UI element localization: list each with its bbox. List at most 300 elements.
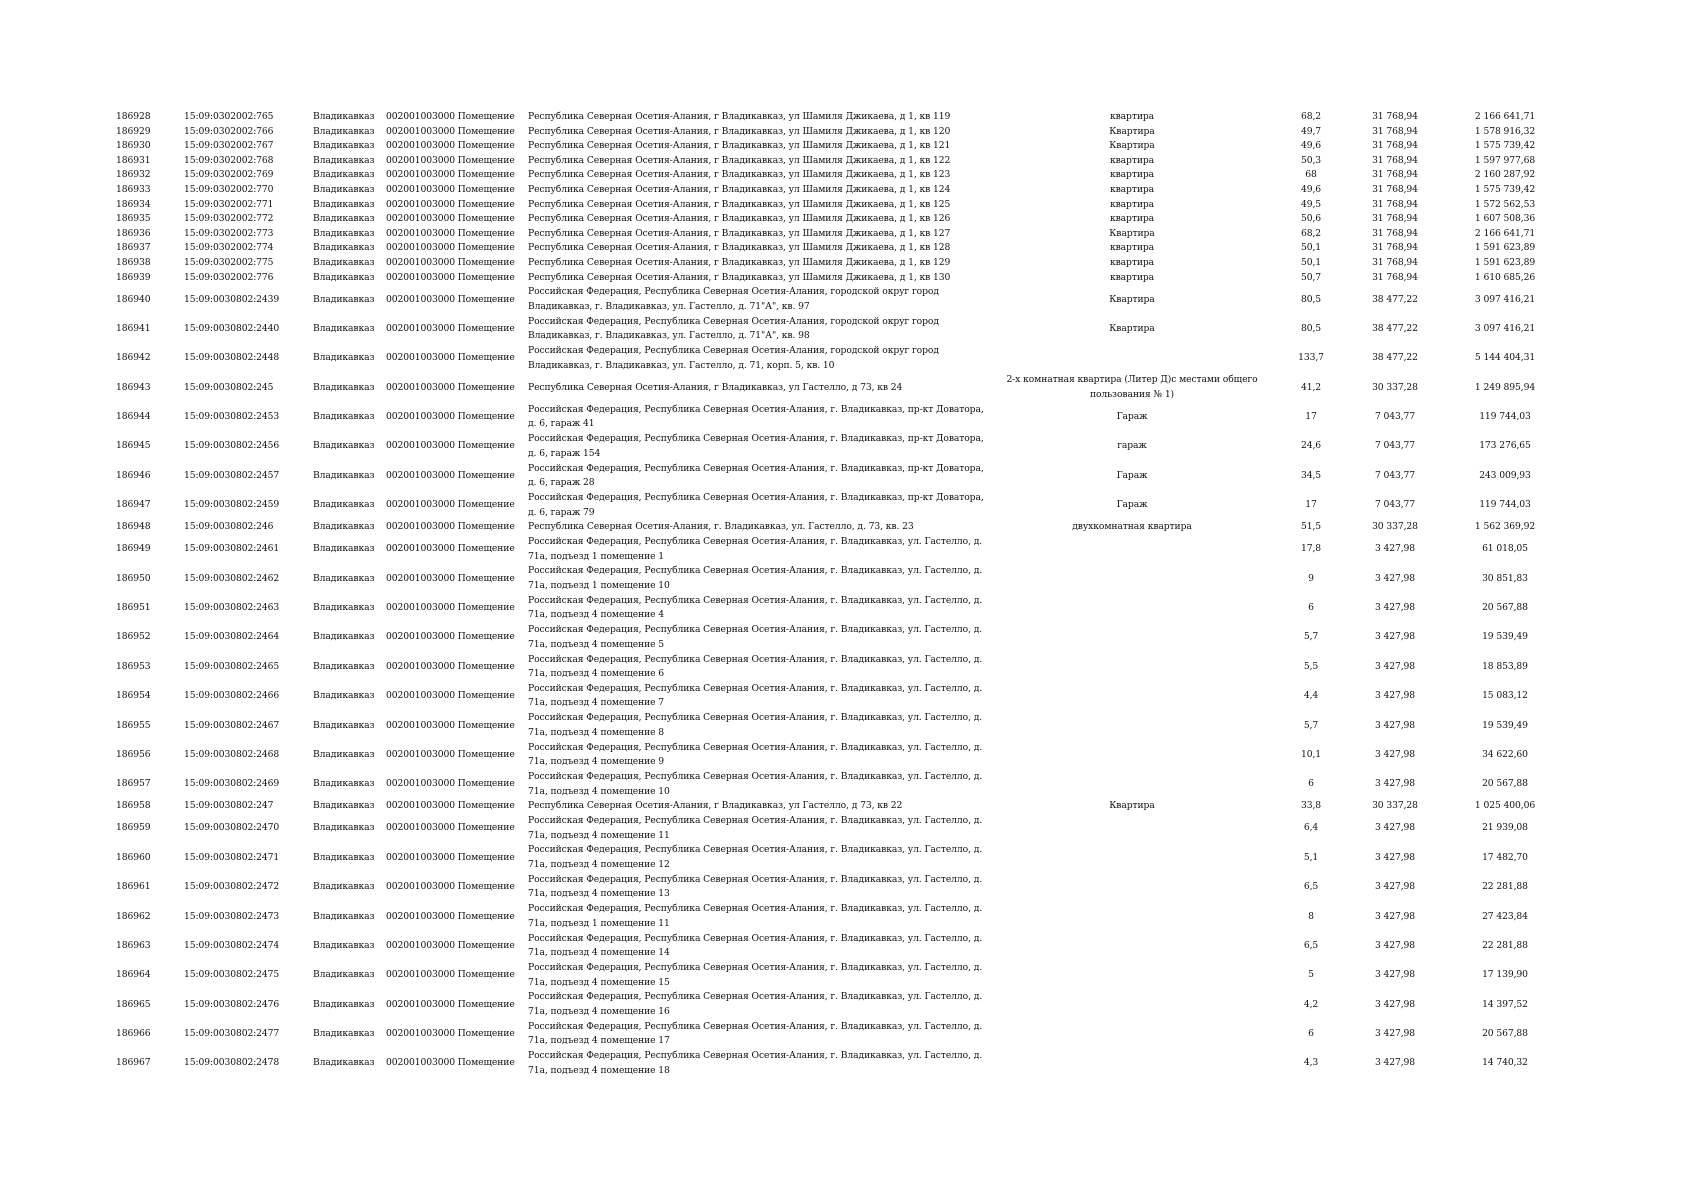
row-id: 186932 <box>116 169 151 181</box>
address: Российская Федерация, Республика Северная Осетия-Алания, г. Владикавказ, ул. Гастелло, д. 71а, подъезд 4 помещение 10 <box>528 771 983 797</box>
table-row <box>0 241 1697 256</box>
address: Республика Северная Осетия-Алания, г Владикавказ, ул Шамиля Джикаева, д 1, кв 123 <box>528 169 951 181</box>
address: Российская Федерация, Республика Северная Осетия-Алания, г. Владикавказ, ул. Гастелло, д. 71а, подъезд 4 помещение 12 <box>528 844 983 871</box>
table-row <box>0 741 1697 770</box>
city-name: Владикавказ <box>313 293 375 305</box>
city-name: Владикавказ <box>313 1028 375 1040</box>
premises-type <box>1000 711 1264 740</box>
cadastral-value: 17 139,90 <box>1482 969 1528 981</box>
city-name: Владикавказ <box>313 227 375 239</box>
specific-value: 31 768,94 <box>1372 183 1418 195</box>
object-code: 002001003000 Помещение <box>386 800 515 812</box>
table-row <box>0 932 1697 961</box>
address: Российская Федерация, Республика Северная Осетия-Алания, г. Владикавказ, ул. Гастелло, д. 71а, подъезд 4 помещение 14 <box>528 932 983 959</box>
area-value: 6 <box>1308 602 1314 614</box>
row-id: 186964 <box>116 969 151 981</box>
object-code: 002001003000 Помещение <box>386 322 515 334</box>
row-id: 186936 <box>116 227 151 239</box>
cadastral-value: 1 575 739,42 <box>1474 140 1536 152</box>
row-id: 186929 <box>116 125 151 137</box>
table-row <box>0 902 1697 931</box>
premises-type <box>1000 623 1264 652</box>
address: Российская Федерация, Республика Северная Осетия-Алания, г. Владикавказ, ул. Гастелло, д. 71а, подъезд 4 помещение 7 <box>528 682 983 709</box>
cadastral-number: 15:09:0030802:2448 <box>184 352 280 364</box>
address: Российская Федерация, Республика Северная Осетия-Алания, г. Владикавказ, ул. Гастелло, д. 71а, подъезд 1 помещение 11 <box>528 903 983 929</box>
specific-value: 31 768,94 <box>1372 111 1418 122</box>
city-name: Владикавказ <box>313 256 375 268</box>
area-value: 34,5 <box>1300 469 1322 481</box>
table-row <box>0 373 1697 402</box>
cadastral-number: 15:09:0302002:772 <box>184 213 274 225</box>
row-id: 186934 <box>116 198 151 210</box>
specific-value: 3 427,98 <box>1374 881 1416 893</box>
city-name: Владикавказ <box>313 499 375 511</box>
city-name: Владикавказ <box>313 969 375 981</box>
area-value: 80,5 <box>1300 322 1322 334</box>
cadastral-value: 17 482,70 <box>1482 851 1528 863</box>
specific-value: 38 477,22 <box>1372 293 1418 305</box>
cadastral-value: 21 939,08 <box>1482 822 1528 834</box>
city-name: Владикавказ <box>313 521 375 533</box>
premises-type: квартира <box>1109 271 1155 283</box>
cadastral-value: 14 740,32 <box>1482 1057 1528 1069</box>
city-name: Владикавказ <box>313 183 375 195</box>
city-name: Владикавказ <box>313 602 375 614</box>
premises-type: квартира <box>1109 213 1155 225</box>
object-code: 002001003000 Помещение <box>386 969 515 981</box>
city-name: Владикавказ <box>313 748 375 760</box>
specific-value: 3 427,98 <box>1374 748 1416 760</box>
table-row <box>0 799 1697 814</box>
cadastral-number: 15:09:0030802:2466 <box>184 690 280 702</box>
specific-value: 3 427,98 <box>1374 660 1416 672</box>
row-id: 186938 <box>116 256 151 268</box>
area-value: 50,7 <box>1300 271 1322 283</box>
row-id: 186937 <box>116 242 151 254</box>
premises-type <box>1000 1049 1264 1078</box>
table-row <box>0 961 1697 990</box>
table-row <box>0 344 1697 373</box>
cadastral-value: 14 397,52 <box>1482 998 1528 1010</box>
city-name: Владикавказ <box>313 778 375 790</box>
premises-type: квартира <box>1109 242 1155 254</box>
row-id: 186928 <box>116 111 151 122</box>
area-value: 5 <box>1308 969 1314 981</box>
table-row <box>0 520 1697 535</box>
object-code: 002001003000 Помещение <box>386 572 515 584</box>
area-value: 68,2 <box>1300 227 1322 239</box>
area-value: 41,2 <box>1300 381 1322 393</box>
row-id: 186945 <box>116 440 151 452</box>
specific-value: 31 768,94 <box>1372 169 1418 181</box>
city-name: Владикавказ <box>313 939 375 951</box>
address: Республика Северная Осетия-Алания, г Владикавказ, ул Шамиля Джикаева, д 1, кв 129 <box>528 256 951 268</box>
premises-type: квартира <box>1109 169 1155 181</box>
area-value: 49,6 <box>1300 183 1322 195</box>
cadastral-number: 15:09:0030802:2470 <box>184 822 280 834</box>
city-name: Владикавказ <box>313 851 375 863</box>
area-value: 8 <box>1308 910 1314 922</box>
area-value: 9 <box>1308 572 1314 584</box>
area-value: 4,2 <box>1303 998 1319 1010</box>
specific-value: 7 043,77 <box>1374 411 1416 423</box>
address: Республика Северная Осетия-Алания, г Владикавказ, ул Шамиля Джикаева, д 1, кв 128 <box>528 242 951 254</box>
table-row <box>0 623 1697 652</box>
cadastral-number: 15:09:0030802:2473 <box>184 910 280 922</box>
specific-value: 3 427,98 <box>1374 939 1416 951</box>
cadastral-number: 15:09:0030802:2469 <box>184 778 280 790</box>
city-name: Владикавказ <box>313 381 375 393</box>
premises-type: Квартира <box>1109 227 1155 239</box>
specific-value: 31 768,94 <box>1372 198 1418 210</box>
address: Республика Северная Осетия-Алания, г Владикавказ, ул Шамиля Джикаева, д 1, кв 120 <box>528 125 951 137</box>
cadastral-number: 15:09:0302002:774 <box>184 242 274 254</box>
row-id: 186954 <box>116 690 151 702</box>
cadastral-number: 15:09:0030802:2457 <box>184 469 280 481</box>
premises-type: квартира <box>1109 198 1155 210</box>
table-row <box>0 285 1697 314</box>
premises-type: Гараж <box>1116 499 1148 511</box>
specific-value: 30 337,28 <box>1372 800 1418 812</box>
city-name: Владикавказ <box>313 411 375 423</box>
table-row <box>0 227 1697 242</box>
row-id: 186957 <box>116 778 151 790</box>
cadastral-number: 15:09:0302002:765 <box>184 111 274 122</box>
cadastral-value: 243 009,93 <box>1479 469 1531 481</box>
area-value: 49,5 <box>1300 198 1322 210</box>
cadastral-number: 15:09:0030802:2478 <box>184 1057 280 1069</box>
table-row <box>0 1049 1697 1078</box>
specific-value: 3 427,98 <box>1374 969 1416 981</box>
object-code: 002001003000 Помещение <box>386 154 515 166</box>
cadastral-value: 119 744,03 <box>1479 499 1531 511</box>
city-name: Владикавказ <box>313 154 375 166</box>
area-value: 6,5 <box>1303 881 1319 893</box>
city-name: Владикавказ <box>313 719 375 731</box>
premises-type: квартира <box>1109 256 1155 268</box>
cadastral-number: 15:09:0030802:2467 <box>184 719 280 731</box>
object-code: 002001003000 Помещение <box>386 1028 515 1040</box>
premises-type: квартира <box>1109 154 1155 166</box>
cadastral-value: 1 591 623,89 <box>1474 256 1536 268</box>
object-code: 002001003000 Помещение <box>386 293 515 305</box>
cadastral-number: 15:09:0302002:767 <box>184 140 274 152</box>
specific-value: 3 427,98 <box>1374 910 1416 922</box>
premises-type: квартира <box>1109 183 1155 195</box>
address: Российская Федерация, Республика Северная Осетия-Алания, г. Владикавказ, ул. Гастелло, д. 71а, подъезд 4 помещение 5 <box>528 624 983 650</box>
specific-value: 30 337,28 <box>1372 521 1418 533</box>
area-value: 50,1 <box>1300 242 1322 254</box>
cadastral-value: 18 853,89 <box>1482 660 1528 672</box>
table-row <box>0 814 1697 843</box>
row-id: 186930 <box>116 140 151 152</box>
cadastral-value: 20 567,88 <box>1482 1028 1528 1040</box>
row-id: 186956 <box>116 748 151 760</box>
area-value: 17 <box>1305 411 1317 423</box>
cadastral-value: 1 597 977,68 <box>1474 154 1536 166</box>
table-row <box>0 256 1697 271</box>
address: Российская Федерация, Республика Северная Осетия-Алания, городской округ город Владикавказ, г. Владикавказ, ул. Гастелло, д. 71, корп. 5, кв. 10 <box>528 345 939 371</box>
specific-value: 31 768,94 <box>1372 154 1418 166</box>
table-row <box>0 535 1697 564</box>
cadastral-value: 61 018,05 <box>1482 543 1528 555</box>
row-id: 186935 <box>116 213 151 225</box>
object-code: 002001003000 Помещение <box>386 469 515 481</box>
premises-type: 2-х комнатная квартира (Литер Д)с местами общего пользования № 1) <box>1006 374 1258 400</box>
cadastral-value: 3 097 416,21 <box>1474 293 1536 305</box>
row-id: 186963 <box>116 939 151 951</box>
address: Российская Федерация, Республика Северная Осетия-Алания, г. Владикавказ, ул. Гастелло, д. 71а, подъезд 4 помещение 8 <box>528 712 983 738</box>
cadastral-number: 15:09:0030802:247 <box>184 800 274 812</box>
premises-type <box>1000 873 1264 902</box>
address: Российская Федерация, Республика Северная Осетия-Алания, г. Владикавказ, ул. Гастелло, д. 71а, подъезд 1 помещение 10 <box>528 565 983 591</box>
premises-type <box>1000 1020 1264 1049</box>
city-name: Владикавказ <box>313 125 375 137</box>
area-value: 4,3 <box>1303 1057 1319 1069</box>
area-value: 6 <box>1308 778 1314 790</box>
city-name: Владикавказ <box>313 352 375 364</box>
area-value: 24,6 <box>1300 440 1322 452</box>
area-value: 17 <box>1305 499 1317 511</box>
address: Республика Северная Осетия-Алания, г Владикавказ, ул Шамиля Джикаева, д 1, кв 122 <box>528 154 951 166</box>
row-id: 186941 <box>116 322 151 334</box>
cadastral-value: 30 851,83 <box>1482 572 1528 584</box>
premises-type: Квартира <box>1109 322 1155 334</box>
object-code: 002001003000 Помещение <box>386 910 515 922</box>
row-id: 186958 <box>116 800 151 812</box>
premises-type: двухкомнатная квартира <box>1072 521 1192 533</box>
object-code: 002001003000 Помещение <box>386 543 515 555</box>
cadastral-number: 15:09:0030802:2468 <box>184 748 280 760</box>
object-code: 002001003000 Помещение <box>386 1057 515 1069</box>
cadastral-value: 1 562 369,92 <box>1474 521 1536 533</box>
city-name: Владикавказ <box>313 242 375 254</box>
table-row <box>0 1020 1697 1049</box>
property-table <box>0 110 1697 1078</box>
table-row <box>0 403 1697 432</box>
premises-type <box>1000 843 1264 872</box>
table-row <box>0 491 1697 520</box>
city-name: Владикавказ <box>313 572 375 584</box>
city-name: Владикавказ <box>313 822 375 834</box>
specific-value: 3 427,98 <box>1374 690 1416 702</box>
cadastral-value: 1 610 685,26 <box>1474 271 1536 283</box>
address: Российская Федерация, Республика Северная Осетия-Алания, г. Владикавказ, ул. Гастелло, д. 71а, подъезд 4 помещение 13 <box>528 873 983 900</box>
address: Республика Северная Осетия-Алания, г Владикавказ, ул Шамиля Джикаева, д 1, кв 125 <box>528 198 951 210</box>
cadastral-value: 2 160 287,92 <box>1474 169 1536 181</box>
cadastral-number: 15:09:0030802:2477 <box>184 1028 280 1040</box>
specific-value: 31 768,94 <box>1372 125 1418 137</box>
premises-type: квартира <box>1109 111 1155 122</box>
table-row <box>0 125 1697 140</box>
specific-value: 7 043,77 <box>1374 469 1416 481</box>
table-row <box>0 873 1697 902</box>
cadastral-number: 15:09:0030802:2453 <box>184 411 280 423</box>
address: Российская Федерация, Республика Северная Осетия-Алания, г. Владикавказ, ул. Гастелло, д. 71а, подъезд 4 помещение 16 <box>528 991 983 1017</box>
row-id: 186940 <box>116 293 151 305</box>
cadastral-number: 15:09:0030802:2465 <box>184 660 280 672</box>
row-id: 186944 <box>116 411 151 423</box>
row-id: 186947 <box>116 499 151 511</box>
row-id: 186966 <box>116 1028 151 1040</box>
cadastral-number: 15:09:0030802:2471 <box>184 851 280 863</box>
premises-type <box>1000 961 1264 990</box>
object-code: 002001003000 Помещение <box>386 381 515 393</box>
address: Республика Северная Осетия-Алания, г Владикавказ, ул Шамиля Джикаева, д 1, кв 127 <box>528 227 951 239</box>
premises-type <box>1000 932 1264 961</box>
address: Российская Федерация, Республика Северная Осетия-Алания, г. Владикавказ, пр-кт Доватора, д. 6, гараж 41 <box>528 403 984 430</box>
row-id: 186933 <box>116 183 151 195</box>
area-value: 17,8 <box>1300 543 1322 555</box>
row-id: 186953 <box>116 660 151 672</box>
table-row <box>0 432 1697 461</box>
table-row <box>0 682 1697 711</box>
row-id: 186946 <box>116 469 151 481</box>
cadastral-number: 15:09:0302002:769 <box>184 169 274 181</box>
premises-type <box>1000 990 1264 1019</box>
table-row <box>0 154 1697 169</box>
table-row <box>0 564 1697 593</box>
cadastral-value: 34 622,60 <box>1482 748 1528 760</box>
address: Республика Северная Осетия-Алания, г. Владикавказ, ул. Гастелло, д. 73, кв. 23 <box>528 521 914 533</box>
address: Российская Федерация, Республика Северная Осетия-Алания, г. Владикавказ, ул. Гастелло, д. 71а, подъезд 4 помещение 6 <box>528 653 983 680</box>
specific-value: 3 427,98 <box>1374 1028 1416 1040</box>
table-row <box>0 271 1697 286</box>
cadastral-number: 15:09:0030802:2461 <box>184 543 280 555</box>
premises-type <box>1000 682 1264 711</box>
cadastral-number: 15:09:0030802:246 <box>184 521 274 533</box>
city-name: Владикавказ <box>313 800 375 812</box>
city-name: Владикавказ <box>313 543 375 555</box>
row-id: 186948 <box>116 521 151 533</box>
object-code: 002001003000 Помещение <box>386 851 515 863</box>
object-code: 002001003000 Помещение <box>386 140 515 152</box>
object-code: 002001003000 Помещение <box>386 352 515 364</box>
object-code: 002001003000 Помещение <box>386 939 515 951</box>
address: Российская Федерация, Республика Северная Осетия-Алания, г. Владикавказ, ул. Гастелло, д. 71а, подъезд 1 помещение 1 <box>528 535 983 562</box>
object-code: 002001003000 Помещение <box>386 881 515 893</box>
table-row <box>0 652 1697 681</box>
cadastral-number: 15:09:0030802:2439 <box>184 293 280 305</box>
specific-value: 3 427,98 <box>1374 1057 1416 1069</box>
cadastral-number: 15:09:0302002:770 <box>184 183 274 195</box>
address: Российская Федерация, Республика Северная Осетия-Алания, г. Владикавказ, пр-кт Доватора, д. 6, гараж 79 <box>528 491 984 518</box>
object-code: 002001003000 Помещение <box>386 169 515 181</box>
table-row <box>0 990 1697 1019</box>
object-code: 002001003000 Помещение <box>386 227 515 239</box>
city-name: Владикавказ <box>313 213 375 225</box>
cadastral-number: 15:09:0030802:2459 <box>184 499 280 511</box>
specific-value: 7 043,77 <box>1374 440 1416 452</box>
cadastral-value: 1 591 623,89 <box>1474 242 1536 254</box>
cadastral-number: 15:09:0030802:2476 <box>184 998 280 1010</box>
specific-value: 3 427,98 <box>1374 719 1416 731</box>
area-value: 51,5 <box>1300 521 1322 533</box>
cadastral-value: 1 572 562,53 <box>1474 198 1536 210</box>
city-name: Владикавказ <box>313 881 375 893</box>
address: Российская Федерация, Республика Северная Осетия-Алания, городской округ город Владикавказ, г. Владикавказ, ул. Гастелло, д. 71"А", кв. 98 <box>528 315 939 342</box>
city-name: Владикавказ <box>313 198 375 210</box>
row-id: 186967 <box>116 1057 151 1069</box>
row-id: 186939 <box>116 271 151 283</box>
address: Республика Северная Осетия-Алания, г Владикавказ, ул Шамиля Джикаева, д 1, кв 121 <box>528 140 951 152</box>
premises-type <box>1000 814 1264 843</box>
object-code: 002001003000 Помещение <box>386 748 515 760</box>
premises-type <box>1000 902 1264 931</box>
table-row <box>0 110 1697 125</box>
city-name: Владикавказ <box>313 111 375 122</box>
object-code: 002001003000 Помещение <box>386 271 515 283</box>
address: Российская Федерация, Республика Северная Осетия-Алания, г. Владикавказ, ул. Гастелло, д. 71а, подъезд 4 помещение 9 <box>528 741 983 768</box>
cadastral-value: 1 575 739,42 <box>1474 183 1536 195</box>
cadastral-number: 15:09:0030802:2474 <box>184 939 280 951</box>
row-id: 186931 <box>116 154 151 166</box>
table-row <box>0 770 1697 799</box>
object-code: 002001003000 Помещение <box>386 183 515 195</box>
area-value: 50,6 <box>1300 213 1322 225</box>
cadastral-number: 15:09:0302002:768 <box>184 154 274 166</box>
object-code: 002001003000 Помещение <box>386 411 515 423</box>
city-name: Владикавказ <box>313 140 375 152</box>
premises-type <box>1000 652 1264 681</box>
specific-value: 31 768,94 <box>1372 271 1418 283</box>
address: Российская Федерация, Республика Северная Осетия-Алания, г. Владикавказ, пр-кт Доватора, д. 6, гараж 154 <box>528 433 984 459</box>
object-code: 002001003000 Помещение <box>386 256 515 268</box>
specific-value: 31 768,94 <box>1372 227 1418 239</box>
object-code: 002001003000 Помещение <box>386 198 515 210</box>
row-id: 186949 <box>116 543 151 555</box>
row-id: 186965 <box>116 998 151 1010</box>
object-code: 002001003000 Помещение <box>386 822 515 834</box>
row-id: 186952 <box>116 631 151 643</box>
specific-value: 3 427,98 <box>1374 631 1416 643</box>
cadastral-value: 3 097 416,21 <box>1474 322 1536 334</box>
address: Республика Северная Осетия-Алания, г Владикавказ, ул Шамиля Джикаева, д 1, кв 119 <box>528 111 951 122</box>
city-name: Владикавказ <box>313 910 375 922</box>
premises-type: Гараж <box>1116 411 1148 423</box>
row-id: 186962 <box>116 910 151 922</box>
row-id: 186950 <box>116 572 151 584</box>
address: Республика Северная Осетия-Алания, г Владикавказ, ул Гастелло, д 73, кв 24 <box>528 381 903 393</box>
object-code: 002001003000 Помещение <box>386 111 515 122</box>
city-name: Владикавказ <box>313 690 375 702</box>
area-value: 5,5 <box>1303 660 1319 672</box>
table-row <box>0 183 1697 198</box>
cadastral-value: 119 744,03 <box>1479 411 1531 423</box>
city-name: Владикавказ <box>313 440 375 452</box>
specific-value: 3 427,98 <box>1374 602 1416 614</box>
city-name: Владикавказ <box>313 1057 375 1069</box>
cadastral-value: 22 281,88 <box>1482 881 1528 893</box>
premises-type <box>1000 535 1264 564</box>
area-value: 68 <box>1305 169 1317 181</box>
city-name: Владикавказ <box>313 271 375 283</box>
object-code: 002001003000 Помещение <box>386 521 515 533</box>
cadastral-value: 2 166 641,71 <box>1474 227 1536 239</box>
specific-value: 3 427,98 <box>1374 822 1416 834</box>
object-code: 002001003000 Помещение <box>386 125 515 137</box>
object-code: 002001003000 Помещение <box>386 690 515 702</box>
address: Российская Федерация, Республика Северная Осетия-Алания, г. Владикавказ, ул. Гастелло, д. 71а, подъезд 4 помещение 17 <box>528 1020 983 1047</box>
area-value: 5,7 <box>1303 719 1319 731</box>
premises-type <box>1000 564 1264 593</box>
address: Российская Федерация, Республика Северная Осетия-Алания, г. Владикавказ, ул. Гастелло, д. 71а, подъезд 4 помещение 18 <box>528 1050 983 1076</box>
specific-value: 31 768,94 <box>1372 213 1418 225</box>
specific-value: 3 427,98 <box>1374 778 1416 790</box>
cadastral-value: 20 567,88 <box>1482 778 1528 790</box>
cadastral-value: 20 567,88 <box>1482 602 1528 614</box>
premises-type: Квартира <box>1109 125 1155 137</box>
